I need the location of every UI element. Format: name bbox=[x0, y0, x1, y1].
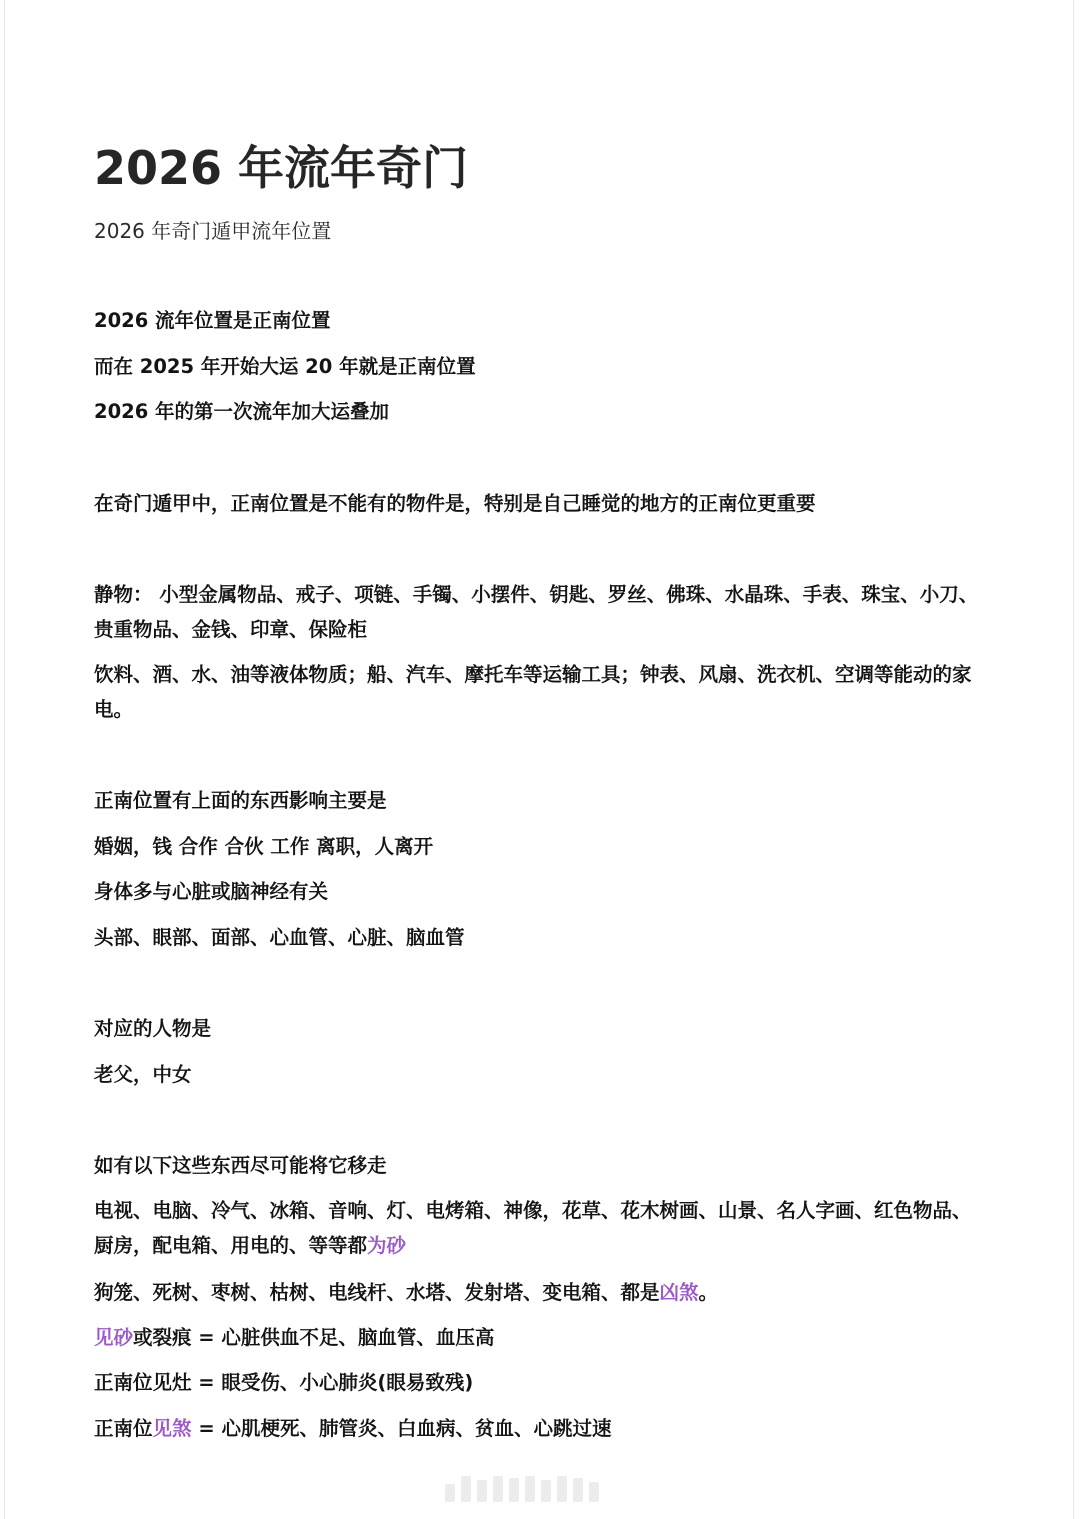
sand-items-paragraph bbox=[94, 1193, 979, 1263]
paragraph-line: 头部、眼部、面部、心血管、心脏、脑血管 bbox=[94, 926, 465, 949]
paragraph-line: 如有以下这些东西尽可能将它移走 bbox=[94, 1154, 387, 1177]
paragraph-line: 身体多与心脏或脑神经有关 bbox=[94, 880, 329, 903]
page-subtitle: 2026 年奇门遁甲流年位置 bbox=[94, 219, 332, 243]
paragraph-text: = 心肌梗死、肺管炎、白血病、贫血、心跳过速 bbox=[191, 1417, 612, 1440]
evil-items-line bbox=[94, 1279, 718, 1307]
paragraph-text: 正南位 bbox=[94, 1417, 153, 1440]
paragraph-line: 正南位见灶 = 眼受伤、小心肺炎(眼易致残) bbox=[94, 1371, 474, 1394]
paragraph-line: 2026 年的第一次流年加大运叠加 bbox=[94, 400, 390, 423]
highlight-text: 凶煞 bbox=[659, 1281, 699, 1304]
paragraph-line: 2026 流年位置是正南位置 bbox=[94, 309, 331, 332]
paragraph-line: 婚姻，钱 合作 合伙 工作 离职，人离开 bbox=[94, 835, 434, 858]
sand-effect-line bbox=[94, 1324, 494, 1352]
highlight-text: 见砂 bbox=[94, 1326, 134, 1349]
page-title: 2026 年流年奇门 bbox=[94, 141, 469, 195]
paragraph-text: 狗笼、死树、枣树、枯树、电线杆、水塔、发射塔、变电箱、都是 bbox=[94, 1281, 660, 1304]
paragraph-line: 在奇门遁甲中，正南位置是不能有的物件是，特别是自己睡觉的地方的正南位更重要 bbox=[94, 492, 816, 515]
static-items-paragraph: 静物： 小型金属物品、戒子、项链、手镯、小摆件、钥匙、罗丝、佛珠、水晶珠、手表、珠宝、小刀、贵重物品、金钱、印章、保险柜 bbox=[94, 583, 979, 641]
paragraph-line: 而在 2025 年开始大运 20 年就是正南位置 bbox=[94, 355, 476, 378]
paragraph-line: 老父，中女 bbox=[94, 1063, 192, 1086]
paragraph-text: 或裂痕 = 心脏供血不足、脑血管、血压高 bbox=[133, 1326, 495, 1349]
highlight-text: 见煞 bbox=[152, 1417, 192, 1440]
watermark bbox=[445, 1472, 635, 1502]
paragraph-line: 对应的人物是 bbox=[94, 1017, 212, 1040]
moving-items-paragraph: 饮料、酒、水、油等液体物质；船、汽车、摩托车等运输工具；钟表、风扇、洗衣机、空调等能动的家电。 bbox=[94, 663, 972, 721]
paragraph-line: 正南位置有上面的东西影响主要是 bbox=[94, 789, 387, 812]
paragraph-text: 。 bbox=[698, 1281, 719, 1304]
paragraph-text: 电视、电脑、冷气、冰箱、音响、灯、电烤箱、神像，花草、花木树画、山景、名人字画、红色物品、厨房，配电箱、用电的、等等都 bbox=[94, 1199, 972, 1257]
highlight-text: 为砂 bbox=[367, 1234, 407, 1257]
evil-effect-line bbox=[94, 1415, 611, 1443]
